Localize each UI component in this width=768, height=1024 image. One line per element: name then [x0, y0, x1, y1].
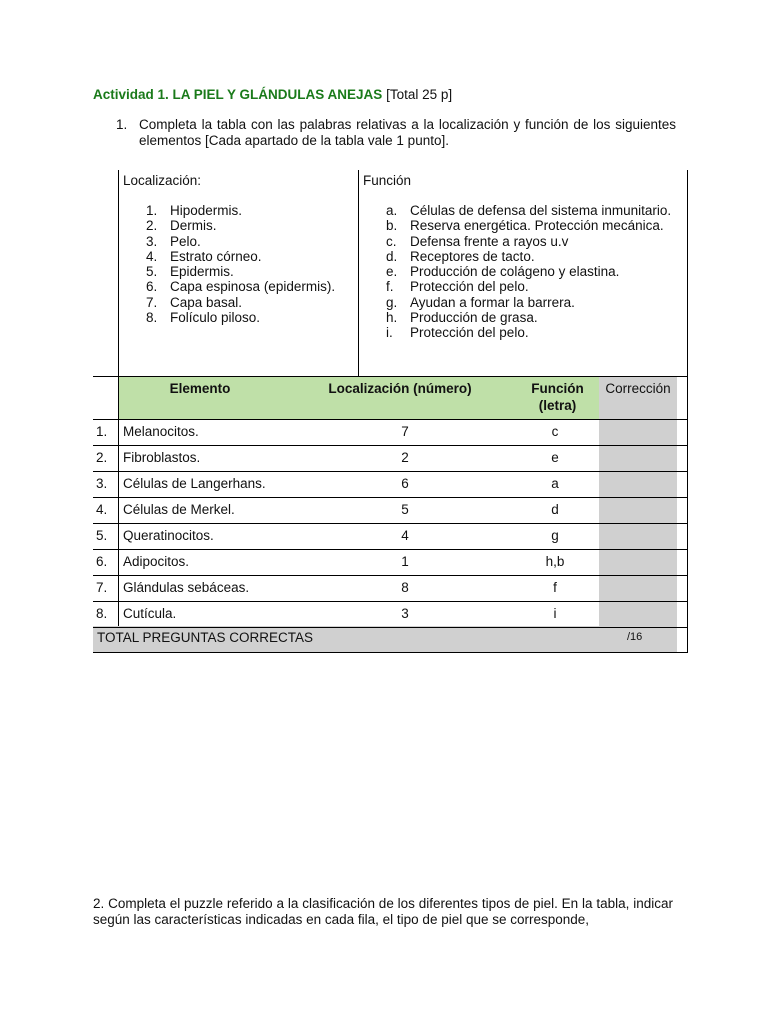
list-item-marker: 1.: [146, 203, 158, 218]
row-funcion: c: [551, 424, 559, 439]
list-item-text: Defensa frente a rayos u.v: [410, 233, 569, 249]
header-elemento: Elemento: [169, 381, 231, 396]
list-item-marker: d.: [386, 248, 398, 264]
list-item: [386, 279, 671, 294]
table-row: [93, 602, 688, 628]
row-number: 5.: [96, 528, 108, 543]
row-elemento: Fibroblastos.: [123, 450, 201, 465]
row-localizacion: 6: [401, 476, 409, 491]
row-funcion: d: [551, 502, 559, 517]
row-localizacion: 5: [401, 502, 409, 517]
list-item-marker: f.: [386, 279, 394, 295]
list-item: [146, 203, 335, 218]
list-item-marker: 7.: [146, 294, 158, 310]
row-number: 3.: [96, 476, 108, 491]
list-item-text: Epidermis.: [170, 264, 234, 280]
total-label: TOTAL PREGUNTAS CORRECTAS: [97, 630, 314, 645]
list-item-marker: b.: [386, 218, 398, 234]
question-1-text: Completa la tabla con las palabras relativas a la localización y función de los siguientes elementos [Cada apartado de la tabla vale 1 punto].: [139, 117, 676, 148]
list-item-marker: e.: [386, 264, 398, 280]
row-localizacion: 1: [401, 554, 409, 569]
total-score: /16: [627, 631, 643, 643]
table-row: [93, 446, 688, 472]
row-elemento: Queratinocitos.: [123, 528, 214, 543]
row-funcion: f: [553, 580, 557, 595]
row-number: 7.: [96, 580, 108, 595]
row-correccion-cell[interactable]: [599, 498, 677, 524]
row-correccion-cell[interactable]: [599, 420, 677, 446]
row-correccion-cell[interactable]: [599, 576, 677, 602]
header-funcion-line1: Función: [531, 381, 584, 396]
list-item-marker: 5.: [146, 264, 158, 280]
localizacion-list: [146, 203, 335, 325]
row-funcion: i: [553, 606, 557, 621]
list-item: [146, 310, 335, 325]
list-item: [146, 295, 335, 310]
table-row: [93, 498, 688, 524]
header-localizacion: Localización (número): [328, 381, 472, 396]
row-elemento: Adipocitos.: [123, 554, 190, 569]
list-item-text: Pelo.: [170, 233, 201, 249]
list-item-marker: a.: [386, 203, 398, 218]
row-divider: [93, 627, 688, 628]
list-item: [146, 234, 335, 249]
list-item: [386, 218, 671, 233]
list-item: [146, 264, 335, 279]
list-item-text: Estrato córneo.: [170, 248, 262, 264]
question-1-number: 1.: [116, 117, 128, 132]
list-item-marker: 6.: [146, 279, 158, 295]
row-localizacion: 3: [401, 606, 409, 621]
funcion-list: [386, 203, 671, 341]
activity-title: [93, 87, 452, 102]
list-item-marker: i.: [386, 325, 393, 341]
list-item-text: Dermis.: [170, 218, 217, 234]
row-funcion: g: [551, 528, 559, 543]
reference-divider: [358, 170, 359, 376]
activity-title-bold: Actividad 1. LA PIEL Y GLÁNDULAS ANEJAS: [93, 87, 383, 102]
list-item-marker: 8.: [146, 310, 158, 326]
row-correccion-cell[interactable]: [599, 550, 677, 576]
list-item-text: Células de defensa del sistema inmunitario.: [410, 203, 672, 218]
header-correccion: Corrección: [605, 381, 671, 396]
list-item: [386, 295, 671, 310]
header-funcion-line2: (letra): [538, 398, 577, 413]
row-number: 6.: [96, 554, 108, 569]
row-funcion: e: [551, 450, 559, 465]
row-correccion-cell[interactable]: [599, 524, 677, 550]
list-item: [146, 249, 335, 264]
list-item-text: Capa basal.: [170, 294, 243, 310]
row-number: 2.: [96, 450, 108, 465]
question-1: [116, 117, 676, 149]
list-item: [386, 325, 671, 340]
row-number: 8.: [96, 606, 108, 621]
list-item-text: Producción de colágeno y elastina.: [410, 264, 620, 280]
localizacion-header: Localización:: [123, 173, 202, 188]
table-row: [93, 420, 688, 446]
list-item-marker: c.: [386, 233, 397, 249]
list-item-marker: 4.: [146, 248, 158, 264]
table-row: [93, 576, 688, 602]
list-item-text: Capa espinosa (epidermis).: [170, 279, 336, 295]
table-top-border: [93, 376, 688, 377]
list-item: [386, 234, 671, 249]
row-elemento: Células de Langerhans.: [123, 476, 266, 491]
row-number: 4.: [96, 502, 108, 517]
row-number: 1.: [96, 424, 108, 439]
table-bottom-border: [93, 652, 688, 653]
row-localizacion: 8: [401, 580, 409, 595]
row-localizacion: 7: [401, 424, 409, 439]
list-item-marker: g.: [386, 294, 398, 310]
header-funcion: [520, 380, 595, 414]
row-elemento: Células de Merkel.: [123, 502, 235, 517]
row-localizacion: 4: [401, 528, 409, 543]
list-item: [146, 218, 335, 233]
list-item-marker: h.: [386, 310, 398, 326]
list-item: [386, 203, 671, 218]
row-correccion-cell[interactable]: [599, 472, 677, 498]
row-localizacion: 2: [401, 450, 409, 465]
table-row: [93, 550, 688, 576]
list-item-text: Reserva energética. Protección mecánica.: [410, 218, 664, 234]
list-item-text: Receptores de tacto.: [410, 248, 535, 264]
list-item: [146, 279, 335, 294]
list-item: [386, 249, 671, 264]
list-item-text: Folículo piloso.: [170, 310, 261, 326]
list-item-text: Hipodermis.: [170, 203, 243, 218]
question-2-text: 2. Completa el puzzle referido a la clasificación de los diferentes tipos de piel. En la tabla, indicar según las características indicadas en cada fila, el tipo de piel que se corresponde,: [93, 896, 673, 927]
row-correccion-cell[interactable]: [599, 446, 677, 472]
row-elemento: Cutícula.: [123, 606, 177, 621]
list-item-text: Protección del pelo.: [410, 279, 529, 295]
list-item-marker: 2.: [146, 218, 158, 234]
row-funcion: h,b: [545, 554, 565, 569]
row-elemento: Melanocitos.: [123, 424, 199, 439]
activity-title-points: [Total 25 p]: [382, 87, 453, 102]
row-correccion-cell[interactable]: [599, 602, 677, 628]
list-item: [386, 264, 671, 279]
row-funcion: a: [551, 476, 559, 491]
list-item-text: Protección del pelo.: [410, 325, 529, 341]
funcion-header: Función: [363, 173, 412, 188]
table-row: [93, 524, 688, 550]
list-item-text: Producción de grasa.: [410, 310, 538, 326]
list-item: [386, 310, 671, 325]
row-elemento: Glándulas sebáceas.: [123, 580, 250, 595]
list-item-marker: 3.: [146, 233, 158, 249]
list-item-text: Ayudan a formar la barrera.: [410, 294, 575, 310]
table-row: [93, 472, 688, 498]
